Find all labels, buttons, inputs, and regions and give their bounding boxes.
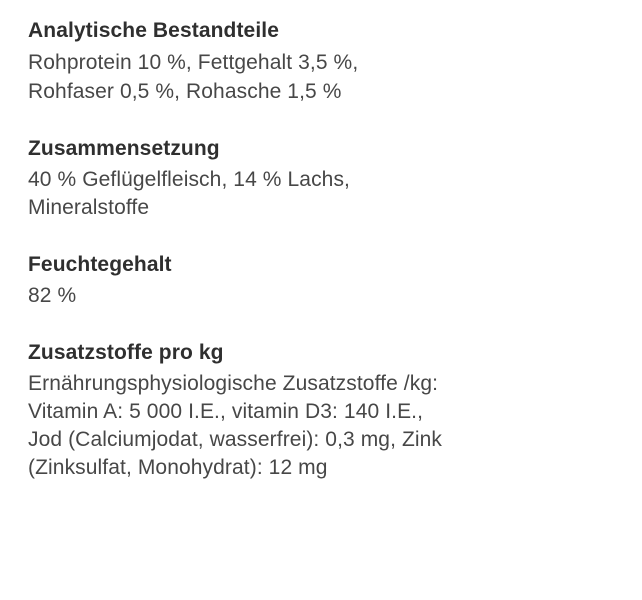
section-heading: Feuchtegehalt — [28, 253, 172, 276]
section-heading: Analytische Bestandteile — [28, 19, 279, 42]
section-text-line: Rohprotein 10 %, Fettgehalt 3,5 %, — [28, 51, 359, 74]
section-text-line: Vitamin A: 5 000 I.E., vitamin D3: 140 I.E., — [28, 400, 424, 423]
section-text-line: Rohfaser 0,5 %, Rohasche 1,5 % — [28, 80, 342, 103]
section-text-line: Jod (Calciumjodat, wasserfrei): 0,3 mg, Zink — [28, 428, 443, 451]
section-zusammensetzung — [28, 136, 632, 222]
section-analytische-bestandteile — [28, 18, 632, 106]
section-zusatzstoffe-pro-kg — [28, 340, 632, 482]
section-text-line: Mineralstoffe — [28, 196, 150, 219]
section-text-line: Ernährungsphysiologische Zusatzstoffe /kg: — [28, 372, 439, 395]
section-text-line: 40 % Geflügelfleisch, 14 % Lachs, — [28, 168, 350, 191]
section-text-line: (Zinksulfat, Monohydrat): 12 mg — [28, 456, 328, 479]
section-heading: Zusatzstoffe pro kg — [28, 341, 224, 364]
section-text-line: 82 % — [28, 284, 77, 307]
document-content — [28, 18, 632, 482]
section-heading: Zusammensetzung — [28, 137, 220, 160]
section-feuchtegehalt — [28, 252, 632, 310]
